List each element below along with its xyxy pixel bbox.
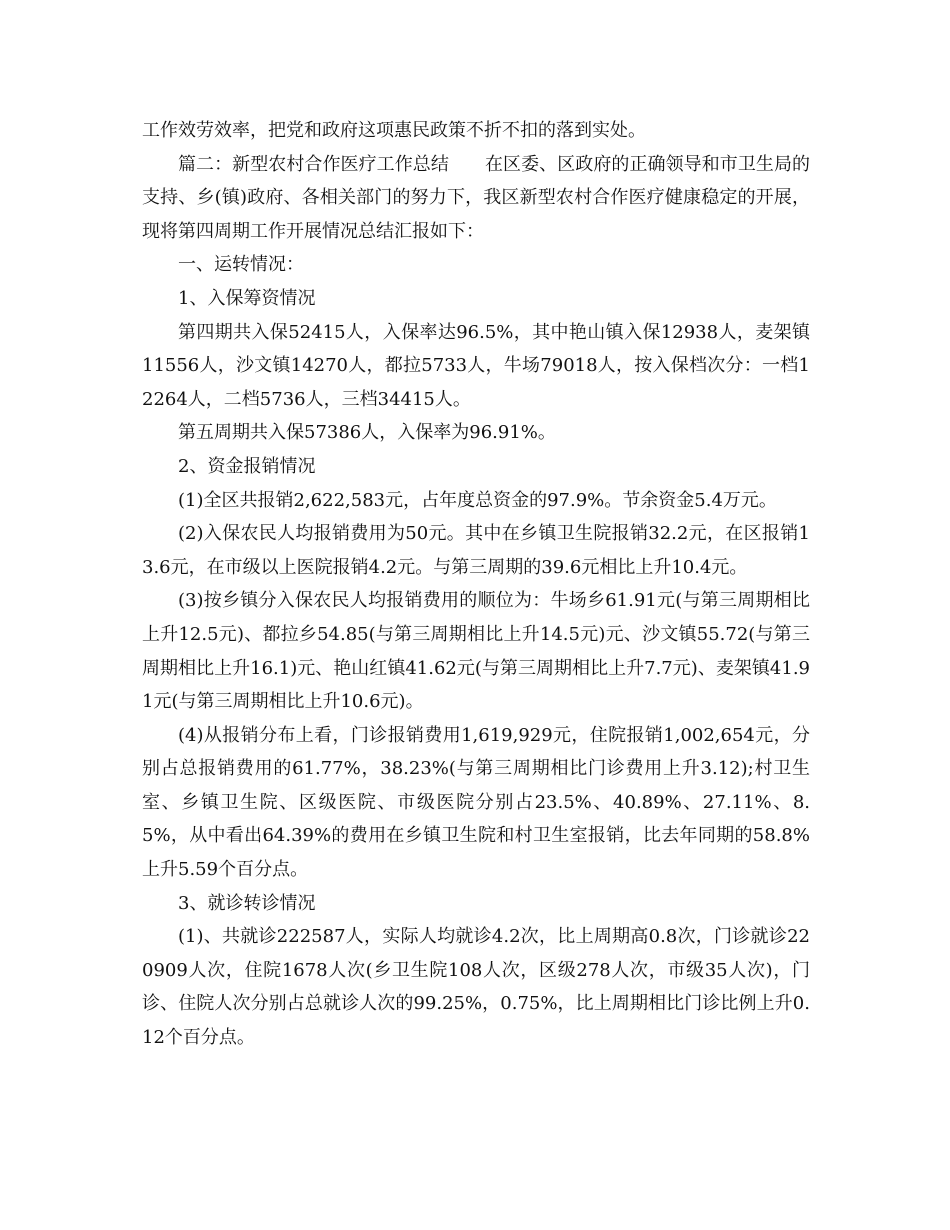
paragraph-enrollment-period-five: 第五周期共入保57386人，入保率为96.91%。 [178,422,556,444]
paragraph-reimbursement-2: (2)入保农民人均报销费用为50元。其中在乡镇卫生院报销32.2元，在区报销13.6元，在市级以上医院报销4.2元。与第三周期的39.6元相比上升10.4元。 [142,523,810,578]
heading-enrollment-funding: 1、入保筹资情况 [178,287,316,309]
document-body [142,114,810,1055]
heading-reimbursement: 2、资金报销情况 [178,455,316,477]
paragraph-visits-1: (1)、共就诊222587人，实际人均就诊4.2次，比上周期高0.8次，门诊就诊220909人次，住院1678人次(乡卫生院108人次，区级278人次，市级35人次)，门诊、住院人次分别占总就诊人次的99.25%，0.75%，比上周期相比门诊比例上升0.12个百分点。 [142,926,810,1049]
paragraph-enrollment-period-four: 第四期共入保52415人，入保率达96.5%，其中艳山镇入保12938人，麦架镇11556人，沙文镇14270人，都拉5733人，牛场79018人，按入保档次分：一档12264人，二档5736人，三档34415人。 [142,321,810,410]
paragraph-reimbursement-1: (1)全区共报销2,622,583元，占年度总资金的97.9%。节余资金5.4万元。 [178,489,777,511]
paragraph-intro-tail: 工作效劳效率，把党和政府这项惠民政策不折不扣的落到实处。 [142,120,646,141]
paragraph-reimbursement-4: (4)从报销分布上看，门诊报销费用1,619,929元，住院报销1,002,654元，分别占总报销费用的61.77%，38.23%(与第三周期相比门诊费用上升3.12);村卫生室、乡镇卫生院、区级医院、市级医院分别占23.5%、40.89%、27.11%、8.5%，从中看出64.39%的费用在乡镇卫生院和村卫生室报销，比去年同期的58.8%上升5.59个百分点。 [142,724,810,881]
heading-visits-referrals: 3、就诊转诊情况 [178,892,316,914]
paragraph-chapter-two: 篇二：新型农村合作医疗工作总结 在区委、区政府的正确领导和市卫生局的支持、乡(镇)政府、各相关部门的努力下，我区新型农村合作医疗健康稳定的开展，现将第四周期工作开展情况总结汇报如下： [142,153,810,242]
paragraph-reimbursement-3: (3)按乡镇分入保农民人均报销费用的顺位为：牛场乡61.91元(与第三周期相比上升12.5元)、都拉乡54.85(与第三周期相比上升14.5元)元、沙文镇55.72(与第三周期相比上升16.1)元、艳山红镇41.62元(与第三周期相比上升7.7元)、麦架镇41.91元(与第三周期相比上升10.6元)。 [142,590,810,713]
heading-operation-status: 一、运转情况： [178,254,304,276]
